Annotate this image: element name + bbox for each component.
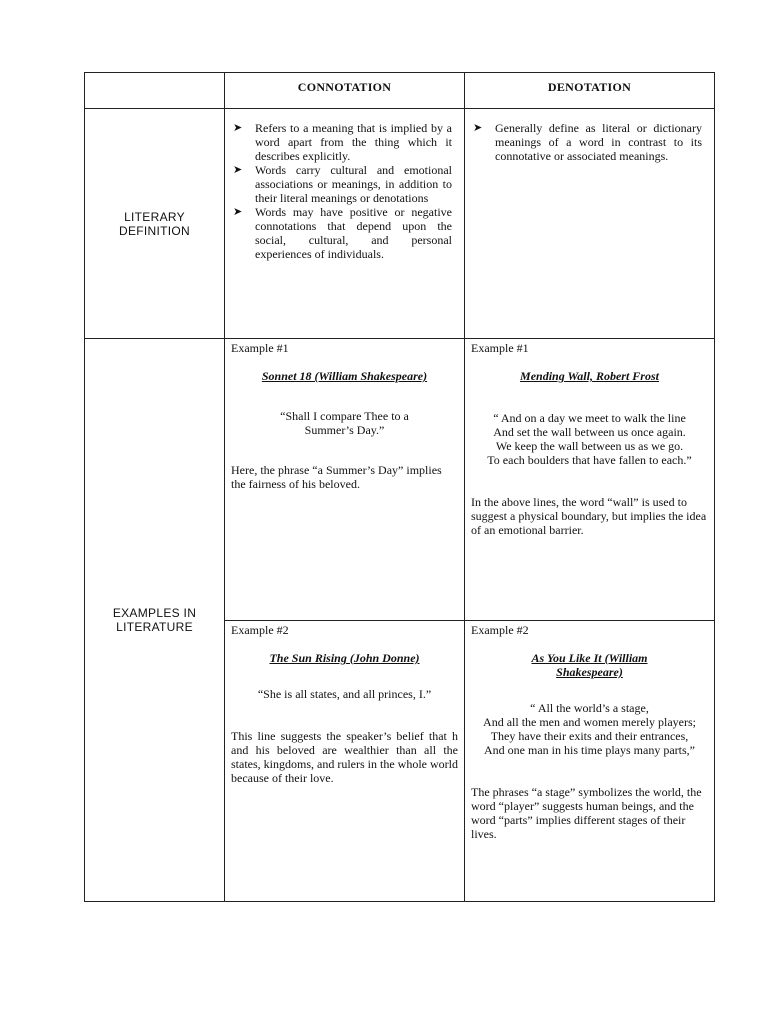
denotation-definition-cell <box>465 109 715 339</box>
row-label-line: LITERARY <box>124 209 185 224</box>
definition-row <box>85 109 715 339</box>
list-item <box>233 121 452 163</box>
row-label-literary-definition <box>85 109 225 339</box>
example-quote <box>231 687 458 701</box>
denotation-example-2-cell <box>465 621 715 902</box>
header-denotation <box>465 73 715 109</box>
bullet-text: Generally define as literal or dictionary meanings of a word in contrast to its connotative or associated meanings. <box>495 121 702 163</box>
header-connotation-text: CONNOTATION <box>297 80 392 94</box>
example-label: Example #2 <box>231 623 289 637</box>
example-explanation: The phrases “a stage” symbolizes the world, the word “player” suggests human beings, and the word “parts” implies different stages of their lives. <box>471 785 702 841</box>
example-quote <box>471 701 708 757</box>
example-quote <box>231 409 458 437</box>
list-item <box>233 163 452 205</box>
quote-line: “Shall I compare Thee to a <box>280 409 409 423</box>
quote-line: To each boulders that have fallen to each.” <box>487 453 692 467</box>
bullet-text: Words may have positive or negative connotations that depend upon the social, cultural, and personal experiences of individuals. <box>255 205 452 261</box>
example-source: Mending Wall, Robert Frost <box>520 369 659 383</box>
example-source: Sonnet 18 (William Shakespeare) <box>261 369 428 383</box>
quote-line: They have their exits and their entrances, <box>490 729 689 743</box>
denotation-example-1-cell <box>465 339 715 621</box>
quote-line: “ All the world’s a stage, <box>530 701 649 715</box>
example-label: Example #2 <box>471 623 529 637</box>
quote-line: “She is all states, and all princes, I.” <box>257 687 432 701</box>
header-row <box>85 73 715 109</box>
row-label-examples-in-literature <box>85 339 225 902</box>
example-label: Example #1 <box>471 341 529 355</box>
quote-line: And all the men and women merely players; <box>483 715 696 729</box>
quote-line: We keep the wall between us as we go. <box>495 439 684 453</box>
arrowhead-bullet-icon: ➤ <box>233 206 243 218</box>
example-source: As You Like It (William Shakespeare) <box>531 651 648 679</box>
example-explanation: Here, the phrase “a Summer’s Day” implies the fairness of his beloved. <box>231 463 442 491</box>
quote-line: Summer’s Day.” <box>304 423 385 437</box>
quote-line: And set the wall between us once again. <box>493 425 686 439</box>
list-item <box>233 205 452 261</box>
denotation-definition-list <box>465 109 714 163</box>
header-denotation-text: DENOTATION <box>547 80 632 94</box>
row-label-line: EXAMPLES IN <box>112 606 197 620</box>
connotation-denotation-table <box>84 72 715 902</box>
quote-line: And one man in his time plays many parts,” <box>484 743 695 757</box>
example-label: Example #1 <box>231 341 289 355</box>
connotation-definition-list <box>225 109 464 261</box>
example-source: The Sun Rising (John Donne) <box>269 651 420 665</box>
arrowhead-bullet-icon: ➤ <box>233 164 243 176</box>
arrowhead-bullet-icon: ➤ <box>233 122 243 134</box>
row-label-line: LITERATURE <box>116 620 193 634</box>
example-explanation: This line suggests the speaker’s belief that h and his beloved are wealthier than all the states, kingdoms, and rulers in the whole world because of their love. <box>231 729 458 785</box>
connotation-example-2-cell <box>225 621 465 902</box>
bullet-text: Words carry cultural and emotional associations or meanings, in addition to their literal meanings or denotations <box>255 163 452 205</box>
example-explanation: In the above lines, the word “wall” is used to suggest a physical boundary, but implies the idea of an emotional barrier. <box>471 495 707 537</box>
bullet-text: Refers to a meaning that is implied by a word apart from the thing which it describes explicitly. <box>255 121 452 163</box>
list-item <box>473 121 702 163</box>
connotation-example-1-cell <box>225 339 465 621</box>
header-empty-cell <box>85 73 225 109</box>
quote-line: “ And on a day we meet to walk the line <box>493 411 686 425</box>
header-connotation <box>225 73 465 109</box>
connotation-definition-cell <box>225 109 465 339</box>
examples-row-1 <box>85 339 715 621</box>
row-label-line: DEFINITION <box>119 223 190 238</box>
example-quote <box>471 411 708 467</box>
arrowhead-bullet-icon: ➤ <box>473 122 483 134</box>
